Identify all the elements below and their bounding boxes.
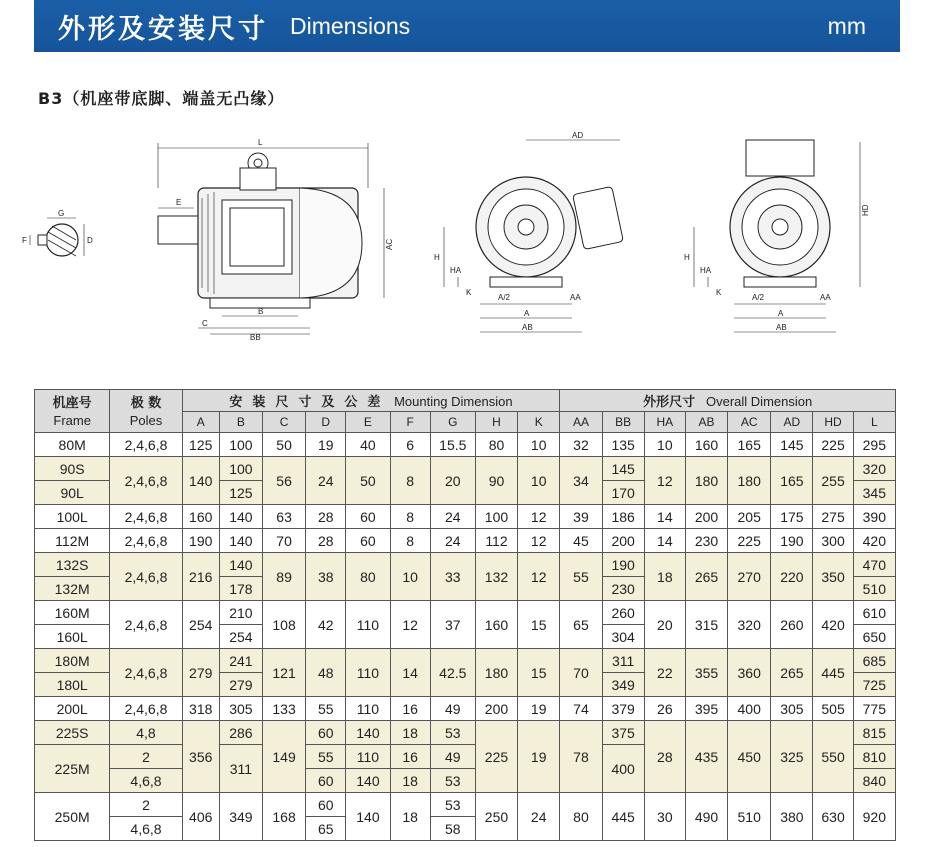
cell-frame: 90L bbox=[35, 481, 110, 505]
label-ab: AB bbox=[522, 323, 533, 332]
cell-c: 50 bbox=[262, 433, 305, 457]
cell-e: 60 bbox=[346, 505, 390, 529]
cell-b: 140 bbox=[219, 529, 262, 553]
cell-a: 140 bbox=[182, 457, 219, 505]
cell-g: 49 bbox=[430, 697, 475, 721]
cell-h: 112 bbox=[475, 529, 517, 553]
table-row bbox=[35, 433, 896, 457]
cell-b: 100 bbox=[219, 457, 262, 481]
cell-e: 140 bbox=[346, 721, 390, 745]
cell-hd: 225 bbox=[813, 433, 853, 457]
cell-b: 279 bbox=[219, 673, 262, 697]
cell-bb: 145 bbox=[602, 457, 644, 481]
cell-k: 19 bbox=[518, 697, 560, 721]
cell-d: 42 bbox=[306, 601, 346, 649]
cell-ab: 395 bbox=[685, 697, 727, 721]
cell-l: 815 bbox=[853, 721, 895, 745]
cell-frame: 160M bbox=[35, 601, 110, 625]
cell-b: 254 bbox=[219, 625, 262, 649]
cell-c: 56 bbox=[262, 457, 305, 505]
cell-k: 10 bbox=[518, 433, 560, 457]
cell-ab: 315 bbox=[685, 601, 727, 649]
cell-ab: 355 bbox=[685, 649, 727, 697]
cell-g: 37 bbox=[430, 601, 475, 649]
cell-ac: 205 bbox=[728, 505, 771, 529]
cell-f: 8 bbox=[390, 505, 430, 529]
cell-c: 168 bbox=[262, 793, 305, 841]
cell-frame: 200L bbox=[35, 697, 110, 721]
cell-bb: 230 bbox=[602, 577, 644, 601]
motor-front-view-top-box-drawing bbox=[680, 132, 880, 357]
cell-b: 311 bbox=[219, 745, 262, 793]
cell-hd: 350 bbox=[813, 553, 853, 601]
cell-ab: 180 bbox=[685, 457, 727, 505]
cell-d: 55 bbox=[306, 697, 346, 721]
cell-d: 28 bbox=[306, 505, 346, 529]
cell-e: 110 bbox=[346, 601, 390, 649]
col-header-ac: AC bbox=[728, 412, 771, 433]
label-ha: HA bbox=[450, 266, 462, 275]
col-header-l: L bbox=[853, 412, 895, 433]
cell-l: 610 bbox=[853, 601, 895, 625]
cell-ha: 14 bbox=[644, 505, 685, 529]
cell-ad: 380 bbox=[771, 793, 813, 841]
cell-g: 53 bbox=[430, 793, 475, 817]
cell-ac: 180 bbox=[728, 457, 771, 505]
cell-frame: 80M bbox=[35, 433, 110, 457]
cell-f: 18 bbox=[390, 769, 430, 793]
cell-hd: 420 bbox=[813, 601, 853, 649]
cell-h: 100 bbox=[475, 505, 517, 529]
cell-l: 420 bbox=[853, 529, 895, 553]
cell-frame: 180M bbox=[35, 649, 110, 673]
cell-ab: 435 bbox=[685, 721, 727, 793]
cell-l: 345 bbox=[853, 481, 895, 505]
label-b: B bbox=[258, 307, 264, 316]
col-header-hd: HD bbox=[813, 412, 853, 433]
cell-d: 60 bbox=[306, 769, 346, 793]
cell-d: 65 bbox=[306, 817, 346, 841]
mounting-type-subtitle: B3（机座带底脚、端盖无凸缘） bbox=[38, 89, 285, 108]
label-ha-2: HA bbox=[700, 266, 712, 275]
cell-l: 510 bbox=[853, 577, 895, 601]
cell-c: 63 bbox=[262, 505, 305, 529]
cell-bb: 379 bbox=[602, 697, 644, 721]
cell-ha: 30 bbox=[644, 793, 685, 841]
cell-hd: 630 bbox=[813, 793, 853, 841]
label-g: G bbox=[58, 209, 65, 218]
cell-ad: 220 bbox=[771, 553, 813, 601]
label-hd: HD bbox=[861, 204, 870, 216]
cell-b: 286 bbox=[219, 721, 262, 745]
col-header-aa: AA bbox=[560, 412, 602, 433]
cell-ad: 145 bbox=[771, 433, 813, 457]
cell-poles: 2,4,6,8 bbox=[110, 553, 182, 601]
cell-poles: 2 bbox=[110, 745, 182, 769]
label-k: K bbox=[466, 288, 472, 297]
cell-aa: 78 bbox=[560, 721, 602, 793]
col-header-f: F bbox=[390, 412, 430, 433]
cell-k: 19 bbox=[518, 721, 560, 793]
cell-bb: 260 bbox=[602, 601, 644, 625]
cell-ac: 360 bbox=[728, 649, 771, 697]
cell-l: 920 bbox=[853, 793, 895, 841]
cell-b: 349 bbox=[219, 793, 262, 841]
label-ab-2: AB bbox=[776, 323, 787, 332]
table-row bbox=[35, 649, 896, 673]
cell-poles: 4,8 bbox=[110, 721, 182, 745]
cell-l: 685 bbox=[853, 649, 895, 673]
cell-ac: 450 bbox=[728, 721, 771, 793]
label-a: A bbox=[524, 309, 530, 318]
table-row bbox=[35, 697, 896, 721]
cell-bb: 170 bbox=[602, 481, 644, 505]
cell-g: 53 bbox=[430, 769, 475, 793]
cell-c: 133 bbox=[262, 697, 305, 721]
cell-d: 60 bbox=[306, 721, 346, 745]
cell-b: 210 bbox=[219, 601, 262, 625]
cell-b: 125 bbox=[219, 481, 262, 505]
label-h-2: H bbox=[684, 253, 690, 262]
cell-g: 42.5 bbox=[430, 649, 475, 697]
cell-c: 149 bbox=[262, 721, 305, 793]
cell-h: 200 bbox=[475, 697, 517, 721]
label-d: D bbox=[87, 236, 93, 245]
title-banner bbox=[34, 0, 900, 52]
cell-poles: 2,4,6,8 bbox=[110, 505, 182, 529]
cell-l: 320 bbox=[853, 457, 895, 481]
cell-a: 125 bbox=[182, 433, 219, 457]
cell-a: 279 bbox=[182, 649, 219, 697]
cell-ha: 22 bbox=[644, 649, 685, 697]
cell-aa: 70 bbox=[560, 649, 602, 697]
label-l: L bbox=[258, 138, 263, 147]
motor-front-view-side-box-drawing bbox=[430, 132, 630, 357]
cell-bb: 311 bbox=[602, 649, 644, 673]
cell-ab: 200 bbox=[685, 505, 727, 529]
label-ad: AD bbox=[572, 132, 584, 140]
cell-ad: 165 bbox=[771, 457, 813, 505]
unit-label: mm bbox=[827, 12, 866, 39]
dimension-table bbox=[34, 389, 896, 841]
cell-b: 140 bbox=[219, 553, 262, 577]
cell-g: 24 bbox=[430, 505, 475, 529]
table-row bbox=[35, 793, 896, 817]
technical-drawings bbox=[0, 120, 938, 360]
cell-f: 14 bbox=[390, 649, 430, 697]
col-header-ad: AD bbox=[771, 412, 813, 433]
cell-f: 16 bbox=[390, 697, 430, 721]
cell-ab: 490 bbox=[685, 793, 727, 841]
cell-ha: 14 bbox=[644, 529, 685, 553]
table-row bbox=[35, 721, 896, 745]
cell-ad: 260 bbox=[771, 601, 813, 649]
poles-header: 极 数 Poles bbox=[110, 390, 182, 433]
cell-frame: 100L bbox=[35, 505, 110, 529]
cell-aa: 80 bbox=[560, 793, 602, 841]
cell-ac: 270 bbox=[728, 553, 771, 601]
cell-poles: 2,4,6,8 bbox=[110, 697, 182, 721]
cell-e: 80 bbox=[346, 553, 390, 601]
cell-ad: 175 bbox=[771, 505, 813, 529]
cell-hd: 255 bbox=[813, 457, 853, 505]
table-row bbox=[35, 457, 896, 481]
cell-k: 24 bbox=[518, 793, 560, 841]
col-header-e: E bbox=[346, 412, 390, 433]
cell-h: 132 bbox=[475, 553, 517, 601]
cell-c: 121 bbox=[262, 649, 305, 697]
cell-h: 90 bbox=[475, 457, 517, 505]
frame-header: 机座号 Frame bbox=[35, 390, 110, 433]
cell-hd: 300 bbox=[813, 529, 853, 553]
cell-aa: 74 bbox=[560, 697, 602, 721]
cell-g: 53 bbox=[430, 721, 475, 745]
cell-d: 55 bbox=[306, 745, 346, 769]
cell-d: 48 bbox=[306, 649, 346, 697]
cell-f: 16 bbox=[390, 745, 430, 769]
cell-bb: 375 bbox=[602, 721, 644, 745]
cell-a: 216 bbox=[182, 553, 219, 601]
label-aa-2: AA bbox=[820, 293, 831, 302]
cell-b: 140 bbox=[219, 505, 262, 529]
cell-k: 12 bbox=[518, 553, 560, 601]
cell-ac: 165 bbox=[728, 433, 771, 457]
cell-l: 775 bbox=[853, 697, 895, 721]
label-a-half-2: A/2 bbox=[752, 293, 765, 302]
cell-g: 49 bbox=[430, 745, 475, 769]
table-row bbox=[35, 553, 896, 577]
cell-f: 18 bbox=[390, 721, 430, 745]
cell-poles: 4,6,8 bbox=[110, 769, 182, 793]
cell-a: 190 bbox=[182, 529, 219, 553]
cell-k: 12 bbox=[518, 505, 560, 529]
cell-e: 140 bbox=[346, 769, 390, 793]
cell-poles: 2 bbox=[110, 793, 182, 817]
cell-e: 110 bbox=[346, 697, 390, 721]
col-header-k: K bbox=[518, 412, 560, 433]
cell-c: 89 bbox=[262, 553, 305, 601]
cell-c: 70 bbox=[262, 529, 305, 553]
cell-g: 20 bbox=[430, 457, 475, 505]
cell-f: 12 bbox=[390, 601, 430, 649]
cell-h: 180 bbox=[475, 649, 517, 697]
title-en: Dimensions bbox=[290, 12, 411, 39]
cell-ha: 18 bbox=[644, 553, 685, 601]
cell-bb: 190 bbox=[602, 553, 644, 577]
cell-aa: 55 bbox=[560, 553, 602, 601]
col-header-d: D bbox=[306, 412, 346, 433]
label-f: F bbox=[22, 236, 27, 245]
cell-ab: 230 bbox=[685, 529, 727, 553]
cell-ad: 265 bbox=[771, 649, 813, 697]
cell-ha: 20 bbox=[644, 601, 685, 649]
cell-ac: 320 bbox=[728, 601, 771, 649]
mounting-dimension-header: 安装尺寸及公差 Mounting Dimension bbox=[182, 390, 560, 412]
cell-d: 38 bbox=[306, 553, 346, 601]
cell-aa: 39 bbox=[560, 505, 602, 529]
cell-k: 12 bbox=[518, 529, 560, 553]
label-e: E bbox=[176, 198, 182, 207]
cell-k: 15 bbox=[518, 649, 560, 697]
cell-e: 60 bbox=[346, 529, 390, 553]
cell-h: 225 bbox=[475, 721, 517, 793]
cell-d: 60 bbox=[306, 793, 346, 817]
label-a-2: A bbox=[778, 309, 784, 318]
cell-a: 356 bbox=[182, 721, 219, 793]
cell-bb: 349 bbox=[602, 673, 644, 697]
cell-bb: 135 bbox=[602, 433, 644, 457]
cell-aa: 45 bbox=[560, 529, 602, 553]
cell-f: 18 bbox=[390, 793, 430, 841]
cell-aa: 65 bbox=[560, 601, 602, 649]
col-header-ha: HA bbox=[644, 412, 685, 433]
label-ac: AC bbox=[385, 238, 394, 250]
label-bb: BB bbox=[250, 333, 261, 342]
cell-ac: 400 bbox=[728, 697, 771, 721]
cell-frame: 132M bbox=[35, 577, 110, 601]
cell-g: 58 bbox=[430, 817, 475, 841]
cell-ha: 12 bbox=[644, 457, 685, 505]
cell-poles: 2,4,6,8 bbox=[110, 649, 182, 697]
cell-ab: 265 bbox=[685, 553, 727, 601]
cell-frame: 132S bbox=[35, 553, 110, 577]
cell-b: 100 bbox=[219, 433, 262, 457]
cell-f: 8 bbox=[390, 529, 430, 553]
cell-aa: 34 bbox=[560, 457, 602, 505]
col-header-b: B bbox=[219, 412, 262, 433]
cell-l: 470 bbox=[853, 553, 895, 577]
label-c: C bbox=[202, 319, 208, 328]
overall-dimension-header: 外形尺寸 Overall Dimension bbox=[560, 390, 896, 412]
cell-h: 250 bbox=[475, 793, 517, 841]
table-row bbox=[35, 505, 896, 529]
cell-b: 178 bbox=[219, 577, 262, 601]
cell-d: 19 bbox=[306, 433, 346, 457]
cell-a: 254 bbox=[182, 601, 219, 649]
cell-g: 15.5 bbox=[430, 433, 475, 457]
cell-c: 108 bbox=[262, 601, 305, 649]
cell-bb: 445 bbox=[602, 793, 644, 841]
table-row bbox=[35, 529, 896, 553]
cell-hd: 275 bbox=[813, 505, 853, 529]
cell-l: 295 bbox=[853, 433, 895, 457]
cell-ad: 325 bbox=[771, 721, 813, 793]
cell-l: 390 bbox=[853, 505, 895, 529]
cell-poles: 2,4,6,8 bbox=[110, 457, 182, 505]
cell-poles: 2,4,6,8 bbox=[110, 433, 182, 457]
cell-l: 725 bbox=[853, 673, 895, 697]
cell-ha: 10 bbox=[644, 433, 685, 457]
cell-l: 840 bbox=[853, 769, 895, 793]
cell-b: 241 bbox=[219, 649, 262, 673]
cell-f: 6 bbox=[390, 433, 430, 457]
cell-f: 10 bbox=[390, 553, 430, 601]
cell-bb: 304 bbox=[602, 625, 644, 649]
shaft-section-drawing bbox=[18, 208, 100, 268]
cell-g: 33 bbox=[430, 553, 475, 601]
col-header-g: G bbox=[430, 412, 475, 433]
cell-f: 8 bbox=[390, 457, 430, 505]
cell-hd: 445 bbox=[813, 649, 853, 697]
cell-k: 15 bbox=[518, 601, 560, 649]
cell-frame: 250M bbox=[35, 793, 110, 841]
cell-ab: 160 bbox=[685, 433, 727, 457]
cell-bb: 186 bbox=[602, 505, 644, 529]
cell-e: 50 bbox=[346, 457, 390, 505]
cell-poles: 4,6,8 bbox=[110, 817, 182, 841]
title-cn: 外形及安装尺寸 bbox=[58, 13, 268, 45]
cell-hd: 505 bbox=[813, 697, 853, 721]
cell-frame: 160L bbox=[35, 625, 110, 649]
cell-e: 110 bbox=[346, 745, 390, 769]
motor-side-view-drawing bbox=[150, 128, 400, 353]
cell-h: 160 bbox=[475, 601, 517, 649]
cell-a: 318 bbox=[182, 697, 219, 721]
cell-h: 80 bbox=[475, 433, 517, 457]
cell-ha: 26 bbox=[644, 697, 685, 721]
cell-aa: 32 bbox=[560, 433, 602, 457]
cell-b: 305 bbox=[219, 697, 262, 721]
col-header-h: H bbox=[475, 412, 517, 433]
label-k-2: K bbox=[716, 288, 722, 297]
cell-bb: 200 bbox=[602, 529, 644, 553]
cell-d: 24 bbox=[306, 457, 346, 505]
cell-hd: 550 bbox=[813, 721, 853, 793]
col-header-ab: AB bbox=[685, 412, 727, 433]
col-header-a: A bbox=[182, 412, 219, 433]
cell-ha: 28 bbox=[644, 721, 685, 793]
cell-a: 406 bbox=[182, 793, 219, 841]
label-h: H bbox=[434, 253, 440, 262]
cell-frame: 225M bbox=[35, 745, 110, 793]
cell-frame: 225S bbox=[35, 721, 110, 745]
cell-poles: 2,4,6,8 bbox=[110, 601, 182, 649]
table-row bbox=[35, 601, 896, 625]
col-header-bb: BB bbox=[602, 412, 644, 433]
cell-frame: 112M bbox=[35, 529, 110, 553]
cell-frame: 180L bbox=[35, 673, 110, 697]
cell-g: 24 bbox=[430, 529, 475, 553]
label-aa: AA bbox=[570, 293, 581, 302]
cell-e: 40 bbox=[346, 433, 390, 457]
cell-l: 810 bbox=[853, 745, 895, 769]
cell-ad: 305 bbox=[771, 697, 813, 721]
cell-ac: 225 bbox=[728, 529, 771, 553]
cell-a: 160 bbox=[182, 505, 219, 529]
label-a-half: A/2 bbox=[498, 293, 511, 302]
cell-l: 650 bbox=[853, 625, 895, 649]
cell-poles: 2,4,6,8 bbox=[110, 529, 182, 553]
cell-ad: 190 bbox=[771, 529, 813, 553]
cell-ac: 510 bbox=[728, 793, 771, 841]
cell-k: 10 bbox=[518, 457, 560, 505]
cell-bb: 400 bbox=[602, 745, 644, 793]
cell-d: 28 bbox=[306, 529, 346, 553]
col-header-c: C bbox=[262, 412, 305, 433]
cell-e: 140 bbox=[346, 793, 390, 841]
cell-e: 110 bbox=[346, 649, 390, 697]
cell-frame: 90S bbox=[35, 457, 110, 481]
